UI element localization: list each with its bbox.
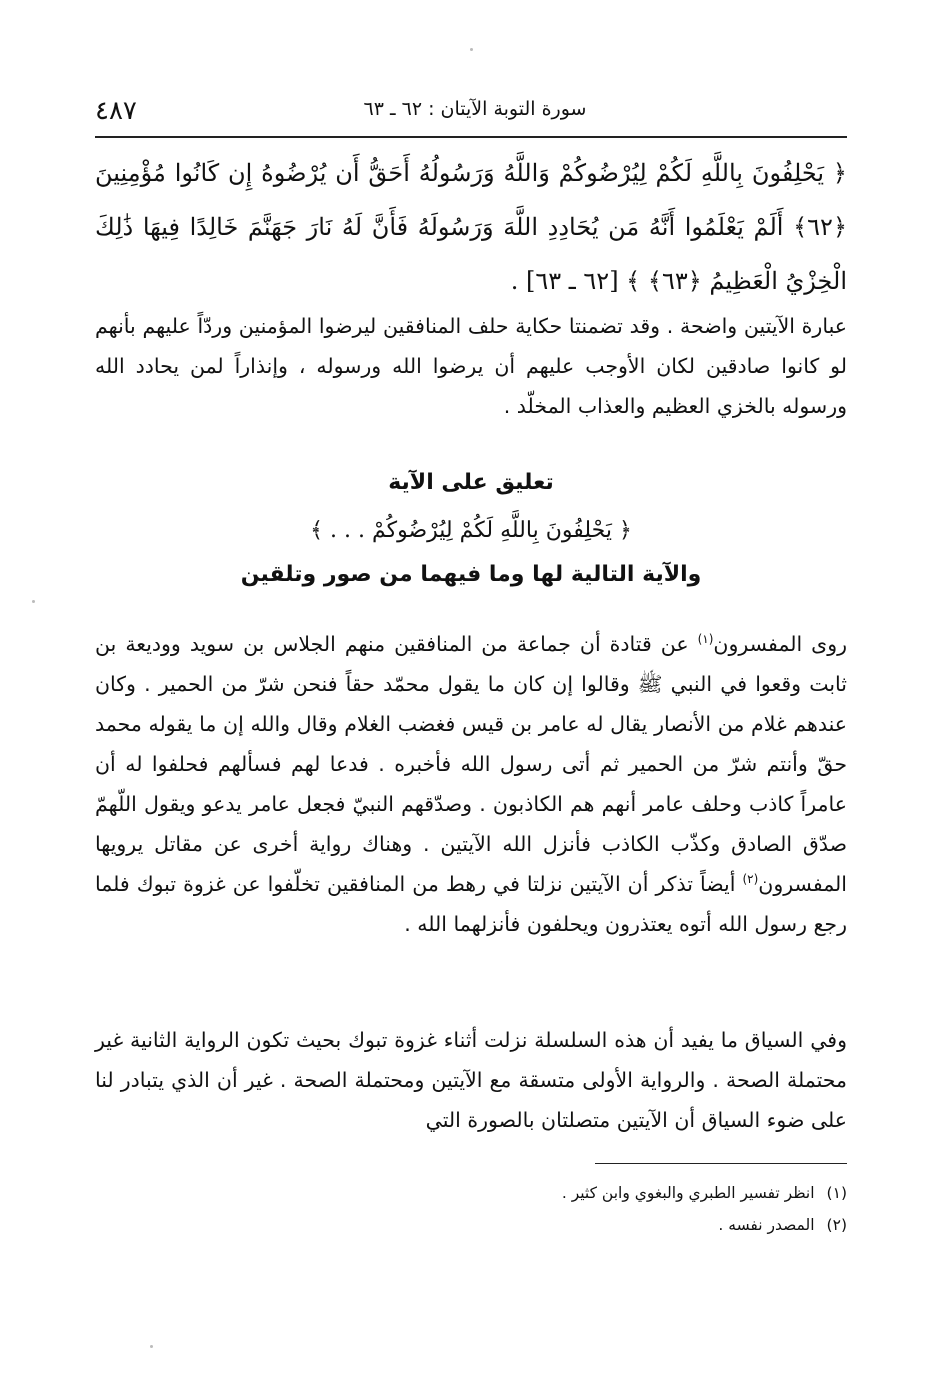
context-paragraph: وفي السياق ما يفيد أن هذه السلسلة نزلت أثناء غزوة تبوك بحيث تكون الرواية الثانية غير محتملة الصحة . والرواية الأولى متسقة مع الآيتين ومحتملة الصحة . غير أن الذي يتبادر لنا على ضوء السياق أن الآيتين متصلتان بالصورة التي bbox=[95, 1028, 847, 1132]
scan-speck bbox=[150, 1345, 153, 1348]
running-title: سورة التوبة الآيتان : ٦٢ ـ ٦٣ bbox=[363, 98, 587, 120]
narration-paragraph bbox=[95, 624, 847, 944]
scan-speck bbox=[32, 600, 35, 603]
quran-verse-block: ﴿ يَحْلِفُونَ بِاللَّهِ لَكُمْ لِيُرْضُوكُمْ وَاللَّهُ وَرَسُولُهُ أَحَقُّ أَن يُرْضُوهُ إِن كَانُوا مُؤْمِنِينَ ﴿٦٢﴾ أَلَمْ يَعْلَمُوا أَنَّهُ مَن يُحَادِدِ اللَّهَ وَرَسُولَهُ فَأَنَّ لَهُ نَارَ جَهَنَّمَ خَالِدًا فِيهَا ذَٰلِكَ الْخِزْيُ الْعَظِيمُ ﴿٦٣﴾ ﴾ [٦٢ ـ ٦٣] . bbox=[95, 159, 847, 295]
scan-speck bbox=[470, 48, 473, 51]
footnote-1-text: انظر تفسير الطبري والبغوي وابن كثير . bbox=[561, 1184, 815, 1202]
footnote-2-text: المصدر نفسه . bbox=[718, 1216, 815, 1234]
footnote-ref-1: (١) bbox=[697, 632, 714, 647]
commentary-paragraph: عبارة الآيتين واضحة . وقد تضمنتا حكاية حلف المنافقين ليرضوا المؤمنين وردّاً عليهم بأنهم لو كانوا صادقين لكان الأوجب عليهم أن يرضوا الله ورسوله ، وإنذاراً لمن يحادد الله ورسوله بالخزي العظيم والعذاب المخلّد . bbox=[95, 314, 847, 418]
header-rule bbox=[95, 136, 847, 138]
footnote-ref-2: (٢) bbox=[742, 872, 759, 887]
footnote-2-number: (٢) bbox=[826, 1216, 847, 1234]
narration-text-c: أيضاً تذكر أن الآيتين نزلتا في رهط من المنافقين تخلّفوا عن غزوة تبوك فلما رجع رسول الله أتوه يعتذرون ويحلفون فأنزلهما الله . bbox=[95, 872, 847, 936]
section-verse: ﴿ يَحْلِفُونَ بِاللَّهِ لَكُمْ لِيُرْضُوكُمْ . . . ﴾ bbox=[310, 518, 632, 543]
footnote-rule bbox=[595, 1163, 847, 1164]
section-title: تعليق على الآية bbox=[388, 470, 554, 495]
narration-text-b: عن قتادة أن جماعة من المنافقين منهم الجلاس بن سويد ووديعة بن ثابت وقعوا في النبي ﷺ وقالوا إن كان ما يقول محمّد حقاً فنحن شرّ من الحمير . وكان عندهم غلام من الأنصار يقال له عامر بن قيس فغضب الغلام وقال والله إن ما يقوله محمد حقّ وأنتم شرّ من الحمير ثم أتى رسول الله فأخبره . فدعا لهم فسألهم فحلفوا له أن عامراً كاذب وحلف عامر أنهم هم الكاذبون . وصدّقهم النبيّ فجعل عامر يدعو ويقول اللّهمّ صدّق الصادق وكذّب الكاذب فأنزل الله الآيتين . وهناك رواية أخرى عن مقاتل يرويها المفسرون bbox=[95, 632, 847, 896]
page-number: ٤٨٧ bbox=[95, 96, 137, 126]
page-header bbox=[95, 96, 847, 132]
footnote-1 bbox=[95, 1182, 847, 1204]
section-subtitle: والآية التالية لها وما فيهما من صور وتلقين bbox=[240, 562, 702, 587]
footnote-2 bbox=[95, 1214, 847, 1236]
footnote-1-number: (١) bbox=[826, 1184, 847, 1202]
narration-text-a: روى المفسرون bbox=[713, 632, 847, 656]
